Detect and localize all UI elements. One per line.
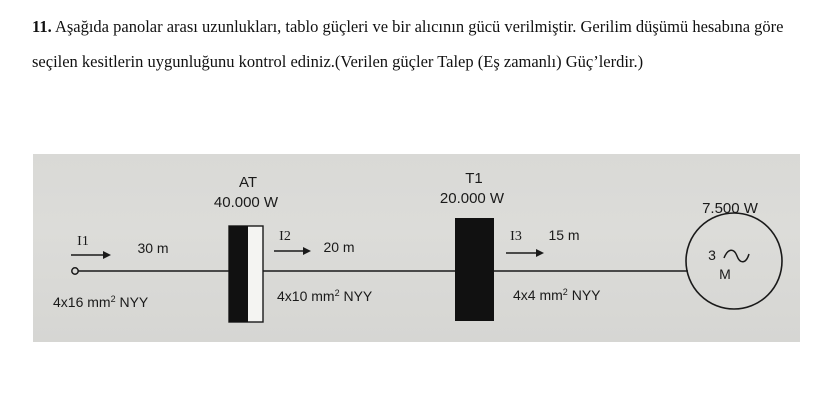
motor-circle: [686, 213, 782, 309]
t1-name: T1: [465, 170, 483, 187]
at-power: 40.000 W: [213, 194, 279, 211]
circuit-diagram-photo: [33, 154, 800, 342]
current-i1: I1: [77, 234, 89, 249]
length-3: 15 m: [548, 227, 580, 243]
length-1: 30 m: [137, 240, 169, 256]
cable-2: 4x10 $mm^2$ NYY: [277, 288, 373, 304]
t1-panel: [455, 218, 494, 321]
question-number: 11.: [32, 17, 52, 36]
motor-symbol: M: [719, 266, 731, 282]
motor-power: 7.500 W: [702, 200, 758, 217]
t1-power: 20.000 W: [439, 190, 505, 207]
cable-1: 4x16 $mm^2$ NYY: [53, 294, 149, 310]
arrow-head-i3: [536, 249, 544, 257]
current-i3: I3: [510, 229, 522, 244]
circuit-diagram: [33, 154, 800, 342]
arrow-head-i1: [103, 251, 111, 259]
motor-phase: 3: [708, 247, 716, 263]
cable-3: 4x4 $mm^2$ NYY: [513, 287, 601, 303]
at-panel: [229, 226, 248, 322]
length-2: 20 m: [323, 239, 355, 255]
at-name: AT: [238, 174, 258, 191]
source-terminal: [72, 268, 78, 274]
question-body: Aşağıda panolar arası uzunlukları, tablo güçleri ve bir alıcının gücü verilmiştir. Gerilim düşümü hesabına göre seçilen kesitlerin uygunluğunu kontrol ediniz.(Verilen güçler Talep (Eş zamanlı) Güç’lerdir.): [32, 17, 784, 71]
current-i2: I2: [279, 229, 291, 244]
arrow-head-i2: [303, 247, 311, 255]
ac-wave-icon: [724, 250, 749, 262]
question-text: [32, 9, 812, 79]
